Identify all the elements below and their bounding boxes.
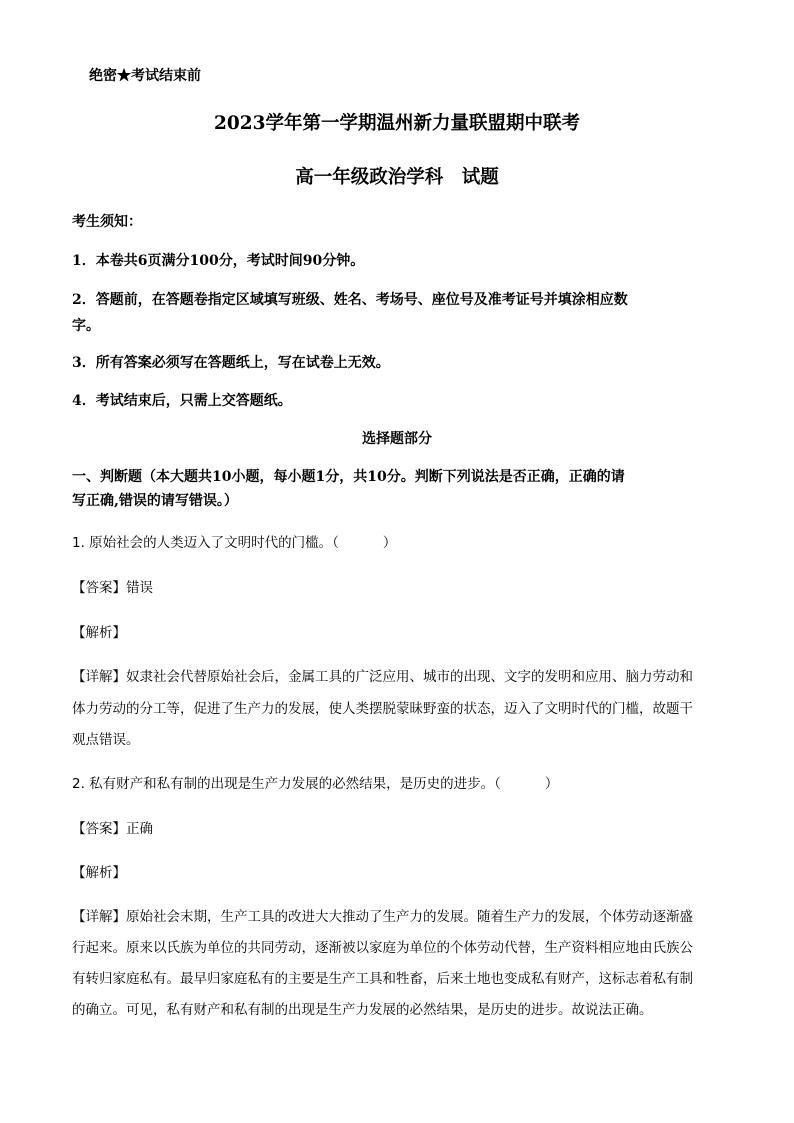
detail-line: 观点错误。 — [72, 732, 140, 748]
detail-text: 原始社会末期，生产工具的改进大大推动了生产力的发展。随着生产力的发展，个体劳动逐渐盛 — [126, 909, 693, 925]
answer-value: 错误 — [126, 580, 153, 596]
question-stem — [72, 531, 396, 551]
detail-line: 体力劳动的分工等，促进了生产力的发展，使人类摆脱蒙昧野蛮的状态，迈入了文明时代的门槛，故题干 — [72, 701, 693, 717]
question-stem-text: 2. 私有财产和私有制的出现是生产力发展的必然结果，是历史的进步。（ — [72, 776, 501, 792]
answer-line — [72, 817, 153, 837]
notice-item-2-cont: 字。 — [72, 318, 100, 334]
question-stem-text: 1. 原始社会的人类迈入了文明时代的门槛。（ — [72, 535, 339, 551]
exam-subtitle: 高一年级政治学科 试题 — [295, 167, 499, 188]
answer-tag: 【答案】 — [72, 821, 126, 837]
exam-title: 2023学年第一学期温州新力量联盟期中联考 — [214, 113, 580, 134]
detail-tag: 【详解】 — [72, 909, 126, 925]
answer-line — [72, 576, 153, 596]
section-instruction: 一、判断题（本大题共10小题，每小题1分，共10分。判断下列说法是否正确，正确的请 — [72, 469, 625, 485]
detail-line — [72, 905, 693, 925]
detail-line — [72, 665, 693, 685]
analysis-tag: 【解析】 — [72, 625, 126, 641]
notice-heading: 考生须知： — [72, 214, 142, 230]
detail-text: 奴隶社会代替原始社会后，金属工具的广泛应用、城市的出现、文字的发明和应用、脑力劳动和 — [126, 669, 693, 685]
question-stem-close: ） — [544, 776, 559, 792]
answer-tag: 【答案】 — [72, 580, 126, 596]
notice-item-1: 1．本卷共6页满分100分，考试时间90分钟。 — [72, 253, 365, 269]
section-title: 选择题部分 — [362, 431, 432, 447]
section-instruction-cont: 写正确,错误的请写错误。） — [72, 493, 238, 509]
notice-item-3: 3．所有答案必须写在答题纸上，写在试卷上无效。 — [72, 355, 390, 371]
answer-value: 正确 — [126, 821, 153, 837]
notice-item-2: 2．答题前，在答题卷指定区域填写班级、姓名、考场号、座位号及准考证号并填涂相应数 — [72, 292, 628, 308]
analysis-tag: 【解析】 — [72, 865, 126, 881]
confidential-label: 绝密★考试结束前 — [89, 68, 201, 84]
detail-line: 行起来。原来以氏族为单位的共同劳动，逐渐被以家庭为单位的个体劳动代替，生产资料相应地由氏族公 — [72, 940, 693, 956]
question-stem — [72, 772, 558, 792]
detail-tag: 【详解】 — [72, 669, 126, 685]
detail-line: 的确立。可见，私有财产和私有制的出现是生产力发展的必然结果，是历史的进步。故说法正确。 — [72, 1002, 653, 1018]
detail-line: 有转归家庭私有。最早归家庭私有的主要是生产工具和牲畜，后来土地也变成私有财产，这标志着私有制 — [72, 971, 693, 987]
question-stem-close: ） — [382, 535, 397, 551]
notice-item-4: 4．考试结束后，只需上交答题纸。 — [72, 393, 292, 409]
